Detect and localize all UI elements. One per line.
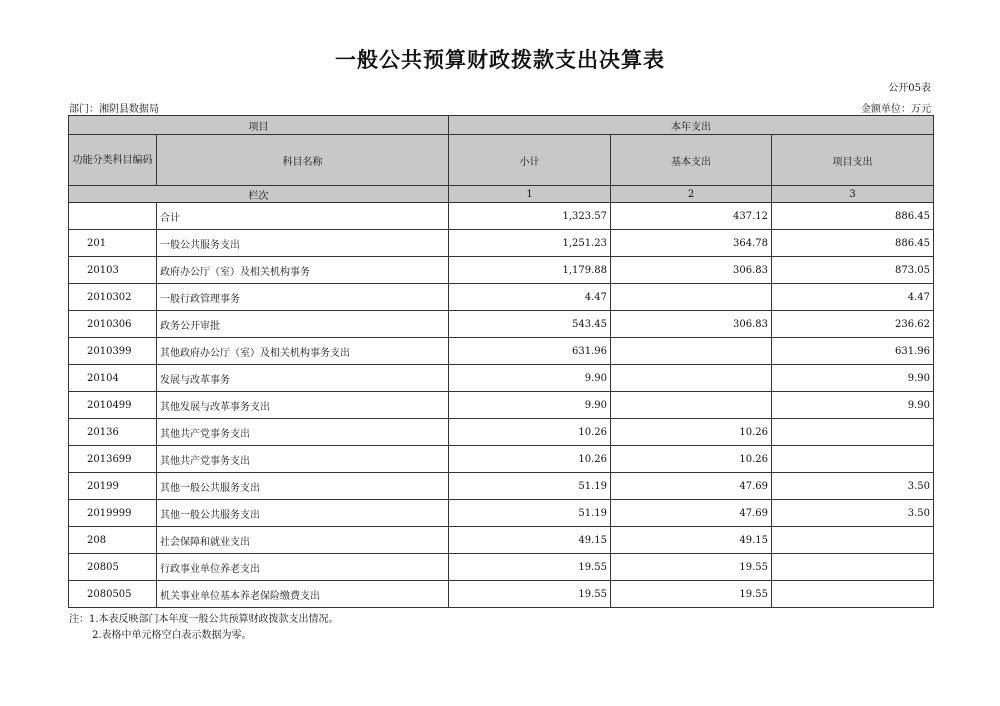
cell-code: 2010399 [69, 338, 157, 365]
cell-basic: 306.83 [611, 257, 772, 284]
cell-name: 其他政府办公厅（室）及相关机构事务支出 [157, 338, 449, 365]
cell-subtotal: 10.26 [449, 446, 611, 473]
cell-basic: 19.55 [611, 581, 772, 608]
cell-basic [611, 338, 772, 365]
footnote-1: 注：1.本表反映部门本年度一般公共预算财政拨款支出情况。 [69, 614, 339, 625]
cell-code: 2019999 [69, 500, 157, 527]
table-row [69, 338, 934, 365]
cell-basic [611, 365, 772, 392]
cell-basic: 10.26 [611, 446, 772, 473]
cell-subtotal: 10.26 [449, 419, 611, 446]
page-title: 一般公共预算财政拨款支出决算表 [335, 47, 665, 72]
cell-subtotal: 1,323.57 [449, 203, 611, 230]
table-body [69, 203, 934, 608]
header-column-label: 栏次 [69, 186, 449, 203]
table-row [69, 473, 934, 500]
table-row [69, 581, 934, 608]
cell-code: 20104 [69, 365, 157, 392]
cell-code: 2013699 [69, 446, 157, 473]
table-row [69, 446, 934, 473]
cell-project: 9.90 [772, 392, 934, 419]
header-col1: 1 [449, 186, 611, 203]
footnote-2: 2.表格中单元格空白表示数据为零。 [92, 630, 252, 641]
cell-basic: 437.12 [611, 203, 772, 230]
cell-subtotal: 9.90 [449, 365, 611, 392]
cell-project: 3.50 [772, 500, 934, 527]
cell-basic: 49.15 [611, 527, 772, 554]
table-row [69, 500, 934, 527]
footnotes [69, 612, 339, 644]
cell-subtotal: 631.96 [449, 338, 611, 365]
table-row [69, 527, 934, 554]
cell-basic [611, 284, 772, 311]
cell-project: 9.90 [772, 365, 934, 392]
cell-name: 其他一般公共服务支出 [157, 500, 449, 527]
unit-label: 金额单位：万元 [861, 104, 931, 115]
cell-project [772, 419, 934, 446]
cell-name: 政务公开审批 [157, 311, 449, 338]
cell-name: 一般公共服务支出 [157, 230, 449, 257]
cell-subtotal: 1,179.88 [449, 257, 611, 284]
cell-project: 4.47 [772, 284, 934, 311]
cell-name: 合计 [157, 203, 449, 230]
cell-project: 236.62 [772, 311, 934, 338]
cell-subtotal: 19.55 [449, 554, 611, 581]
cell-name: 行政事业单位养老支出 [157, 554, 449, 581]
cell-code [69, 203, 157, 230]
table-row [69, 554, 934, 581]
cell-name: 发展与改革事务 [157, 365, 449, 392]
cell-project: 873.05 [772, 257, 934, 284]
table-row [69, 365, 934, 392]
cell-basic [611, 392, 772, 419]
cell-basic: 10.26 [611, 419, 772, 446]
header-col3: 3 [772, 186, 934, 203]
cell-name: 其他共产党事务支出 [157, 446, 449, 473]
cell-name: 社会保障和就业支出 [157, 527, 449, 554]
cell-code: 20805 [69, 554, 157, 581]
header-col2: 2 [611, 186, 772, 203]
cell-subtotal: 1,251.23 [449, 230, 611, 257]
cell-project [772, 581, 934, 608]
header-basic: 基本支出 [611, 135, 772, 186]
form-code: 公开05表 [888, 83, 931, 94]
cell-basic: 47.69 [611, 500, 772, 527]
cell-project: 631.96 [772, 338, 934, 365]
table-row [69, 311, 934, 338]
cell-subtotal: 49.15 [449, 527, 611, 554]
cell-subtotal: 9.90 [449, 392, 611, 419]
cell-name: 政府办公厅（室）及相关机构事务 [157, 257, 449, 284]
cell-code: 20136 [69, 419, 157, 446]
table-row [69, 284, 934, 311]
table-row [69, 257, 934, 284]
header-current-year: 本年支出 [449, 116, 934, 135]
cell-code: 20103 [69, 257, 157, 284]
cell-project: 886.45 [772, 230, 934, 257]
cell-code: 2080505 [69, 581, 157, 608]
cell-subtotal: 19.55 [449, 581, 611, 608]
cell-name: 其他共产党事务支出 [157, 419, 449, 446]
cell-code: 2010499 [69, 392, 157, 419]
cell-subtotal: 51.19 [449, 500, 611, 527]
cell-name: 机关事业单位基本养老保险缴费支出 [157, 581, 449, 608]
expenditure-table [68, 115, 934, 608]
cell-name: 一般行政管理事务 [157, 284, 449, 311]
cell-subtotal: 543.45 [449, 311, 611, 338]
cell-subtotal: 51.19 [449, 473, 611, 500]
header-subtotal: 小计 [449, 135, 611, 186]
table-row [69, 203, 934, 230]
cell-name: 其他一般公共服务支出 [157, 473, 449, 500]
cell-project [772, 527, 934, 554]
header-subject-name: 科目名称 [157, 135, 449, 186]
cell-name: 其他发展与改革事务支出 [157, 392, 449, 419]
department-label: 部门：湘阴县数据局 [69, 104, 159, 115]
cell-project [772, 446, 934, 473]
cell-basic: 306.83 [611, 311, 772, 338]
cell-project: 886.45 [772, 203, 934, 230]
header-item: 项目 [69, 116, 449, 135]
table-row [69, 392, 934, 419]
header-project: 项目支出 [772, 135, 934, 186]
table-row [69, 230, 934, 257]
cell-code: 2010302 [69, 284, 157, 311]
cell-basic: 364.78 [611, 230, 772, 257]
cell-project [772, 554, 934, 581]
header-func-code: 功能分类科目编码 [69, 135, 157, 186]
cell-basic: 47.69 [611, 473, 772, 500]
cell-project: 3.50 [772, 473, 934, 500]
cell-code: 2010306 [69, 311, 157, 338]
cell-code: 208 [69, 527, 157, 554]
cell-code: 201 [69, 230, 157, 257]
cell-subtotal: 4.47 [449, 284, 611, 311]
table-row [69, 419, 934, 446]
cell-basic: 19.55 [611, 554, 772, 581]
cell-code: 20199 [69, 473, 157, 500]
